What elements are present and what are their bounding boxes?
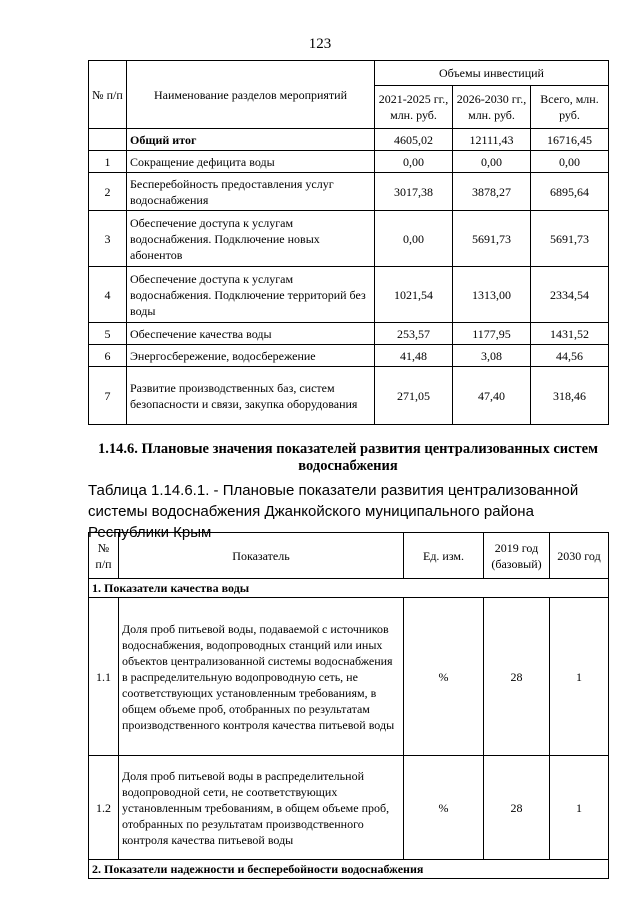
total-2021-2025: 4605,02 xyxy=(375,129,453,151)
table-row xyxy=(89,367,609,425)
row-name: Обеспечение доступа к услугам водоснабжения. Подключение новых абонентов xyxy=(127,211,375,267)
total-label: Общий итог xyxy=(127,129,375,151)
row-unit: % xyxy=(404,598,484,756)
row-value: 271,05 xyxy=(375,367,453,425)
table-row xyxy=(89,211,609,267)
row-value: 0,00 xyxy=(375,211,453,267)
row-value: 1431,52 xyxy=(531,323,609,345)
table-row xyxy=(89,323,609,345)
header-name: Наименование разделов мероприятий xyxy=(127,61,375,129)
row-name: Бесперебойность предоставления услуг водоснабжения xyxy=(127,173,375,211)
investment-table xyxy=(88,60,609,425)
row-num: 1 xyxy=(89,151,127,173)
row-base-value: 28 xyxy=(484,756,550,860)
page-number: 123 xyxy=(308,36,332,52)
table-row xyxy=(89,173,609,211)
row-num: 2 xyxy=(89,173,127,211)
row-num: 5 xyxy=(89,323,127,345)
section-row-reliability: 2. Показатели надежности и бесперебойности водоснабжения xyxy=(89,860,609,879)
header-unit: Ед. изм. xyxy=(404,533,484,579)
table-row xyxy=(89,151,609,173)
row-name: Сокращение дефицита воды xyxy=(127,151,375,173)
row-value: 3878,27 xyxy=(453,173,531,211)
header-target-year: 2030 год xyxy=(550,533,609,579)
row-value: 253,57 xyxy=(375,323,453,345)
row-indicator-text: Доля проб питьевой воды, подаваемой с источников водоснабжения, водопроводных станций или иных объектов централизованной системы водоснабжения в распределительную водопроводную сеть, не соответствующих установленным требованиям, в общем объеме проб, отобранных по результатам производственного контроля качества питьевой воды xyxy=(119,598,404,756)
total-2026-2030: 12111,43 xyxy=(453,129,531,151)
row-target-value: 1 xyxy=(550,598,609,756)
row-value: 3,08 xyxy=(453,345,531,367)
row-unit: % xyxy=(404,756,484,860)
row-value: 44,56 xyxy=(531,345,609,367)
total-all: 16716,45 xyxy=(531,129,609,151)
header-num: № п/п xyxy=(89,61,127,129)
row-num: 6 xyxy=(89,345,127,367)
row-value: 1021,54 xyxy=(375,267,453,323)
header-col-2026-2030: 2026-2030 гг., млн. руб. xyxy=(453,86,531,129)
table-row-total xyxy=(89,129,609,151)
row-value: 6895,64 xyxy=(531,173,609,211)
row-target-value: 1 xyxy=(550,756,609,860)
indicator-table xyxy=(88,532,609,879)
header-indicator: Показатель xyxy=(119,533,404,579)
row-name: Развитие производственных баз, систем безопасности и связи, закупка оборудования xyxy=(127,367,375,425)
header-base-year: 2019 год (базовый) xyxy=(484,533,550,579)
row-num: 3 xyxy=(89,211,127,267)
row-num: 1.1 xyxy=(89,598,119,756)
row-base-value: 28 xyxy=(484,598,550,756)
row-value: 41,48 xyxy=(375,345,453,367)
row-value: 0,00 xyxy=(453,151,531,173)
table-row xyxy=(89,267,609,323)
row-value: 318,46 xyxy=(531,367,609,425)
row-value: 1313,00 xyxy=(453,267,531,323)
row-value: 3017,38 xyxy=(375,173,453,211)
section-heading: 1.14.6. Плановые значения показателей развития централизованных систем водоснабжения xyxy=(98,441,598,474)
row-name: Энергосбережение, водосбережение xyxy=(127,345,375,367)
row-value: 0,00 xyxy=(531,151,609,173)
row-name: Обеспечение доступа к услугам водоснабжения. Подключение территорий без воды xyxy=(127,267,375,323)
row-name: Обеспечение качества воды xyxy=(127,323,375,345)
row-num: 7 xyxy=(89,367,127,425)
row-num: 1.2 xyxy=(89,756,119,860)
section-row-quality: 1. Показатели качества воды xyxy=(89,579,609,598)
row-num: 4 xyxy=(89,267,127,323)
table-row xyxy=(89,345,609,367)
header-col-2021-2025: 2021-2025 гг., млн. руб. xyxy=(375,86,453,129)
header-investment-volumes: Объемы инвестиций xyxy=(375,61,609,86)
row-value: 2334,54 xyxy=(531,267,609,323)
row-value: 0,00 xyxy=(375,151,453,173)
table-row xyxy=(89,598,609,756)
table-row xyxy=(89,756,609,860)
row-indicator-text: Доля проб питьевой воды в распределительной водопроводной сети, не соответствующих установленным требованиям, в общем объеме проб, отобранных по результатам производственного контроля качества питьевой воды xyxy=(119,756,404,860)
row-value: 5691,73 xyxy=(453,211,531,267)
row-value: 5691,73 xyxy=(531,211,609,267)
row-value: 1177,95 xyxy=(453,323,531,345)
header-col-total: Всего, млн. руб. xyxy=(531,86,609,129)
row-value: 47,40 xyxy=(453,367,531,425)
header-num: № п/п xyxy=(89,533,119,579)
table-caption: Таблица 1.14.6.1. - Плановые показатели развития централизованной системы водоснабжения Джанкойского муниципального района Республики Крым xyxy=(88,482,579,541)
